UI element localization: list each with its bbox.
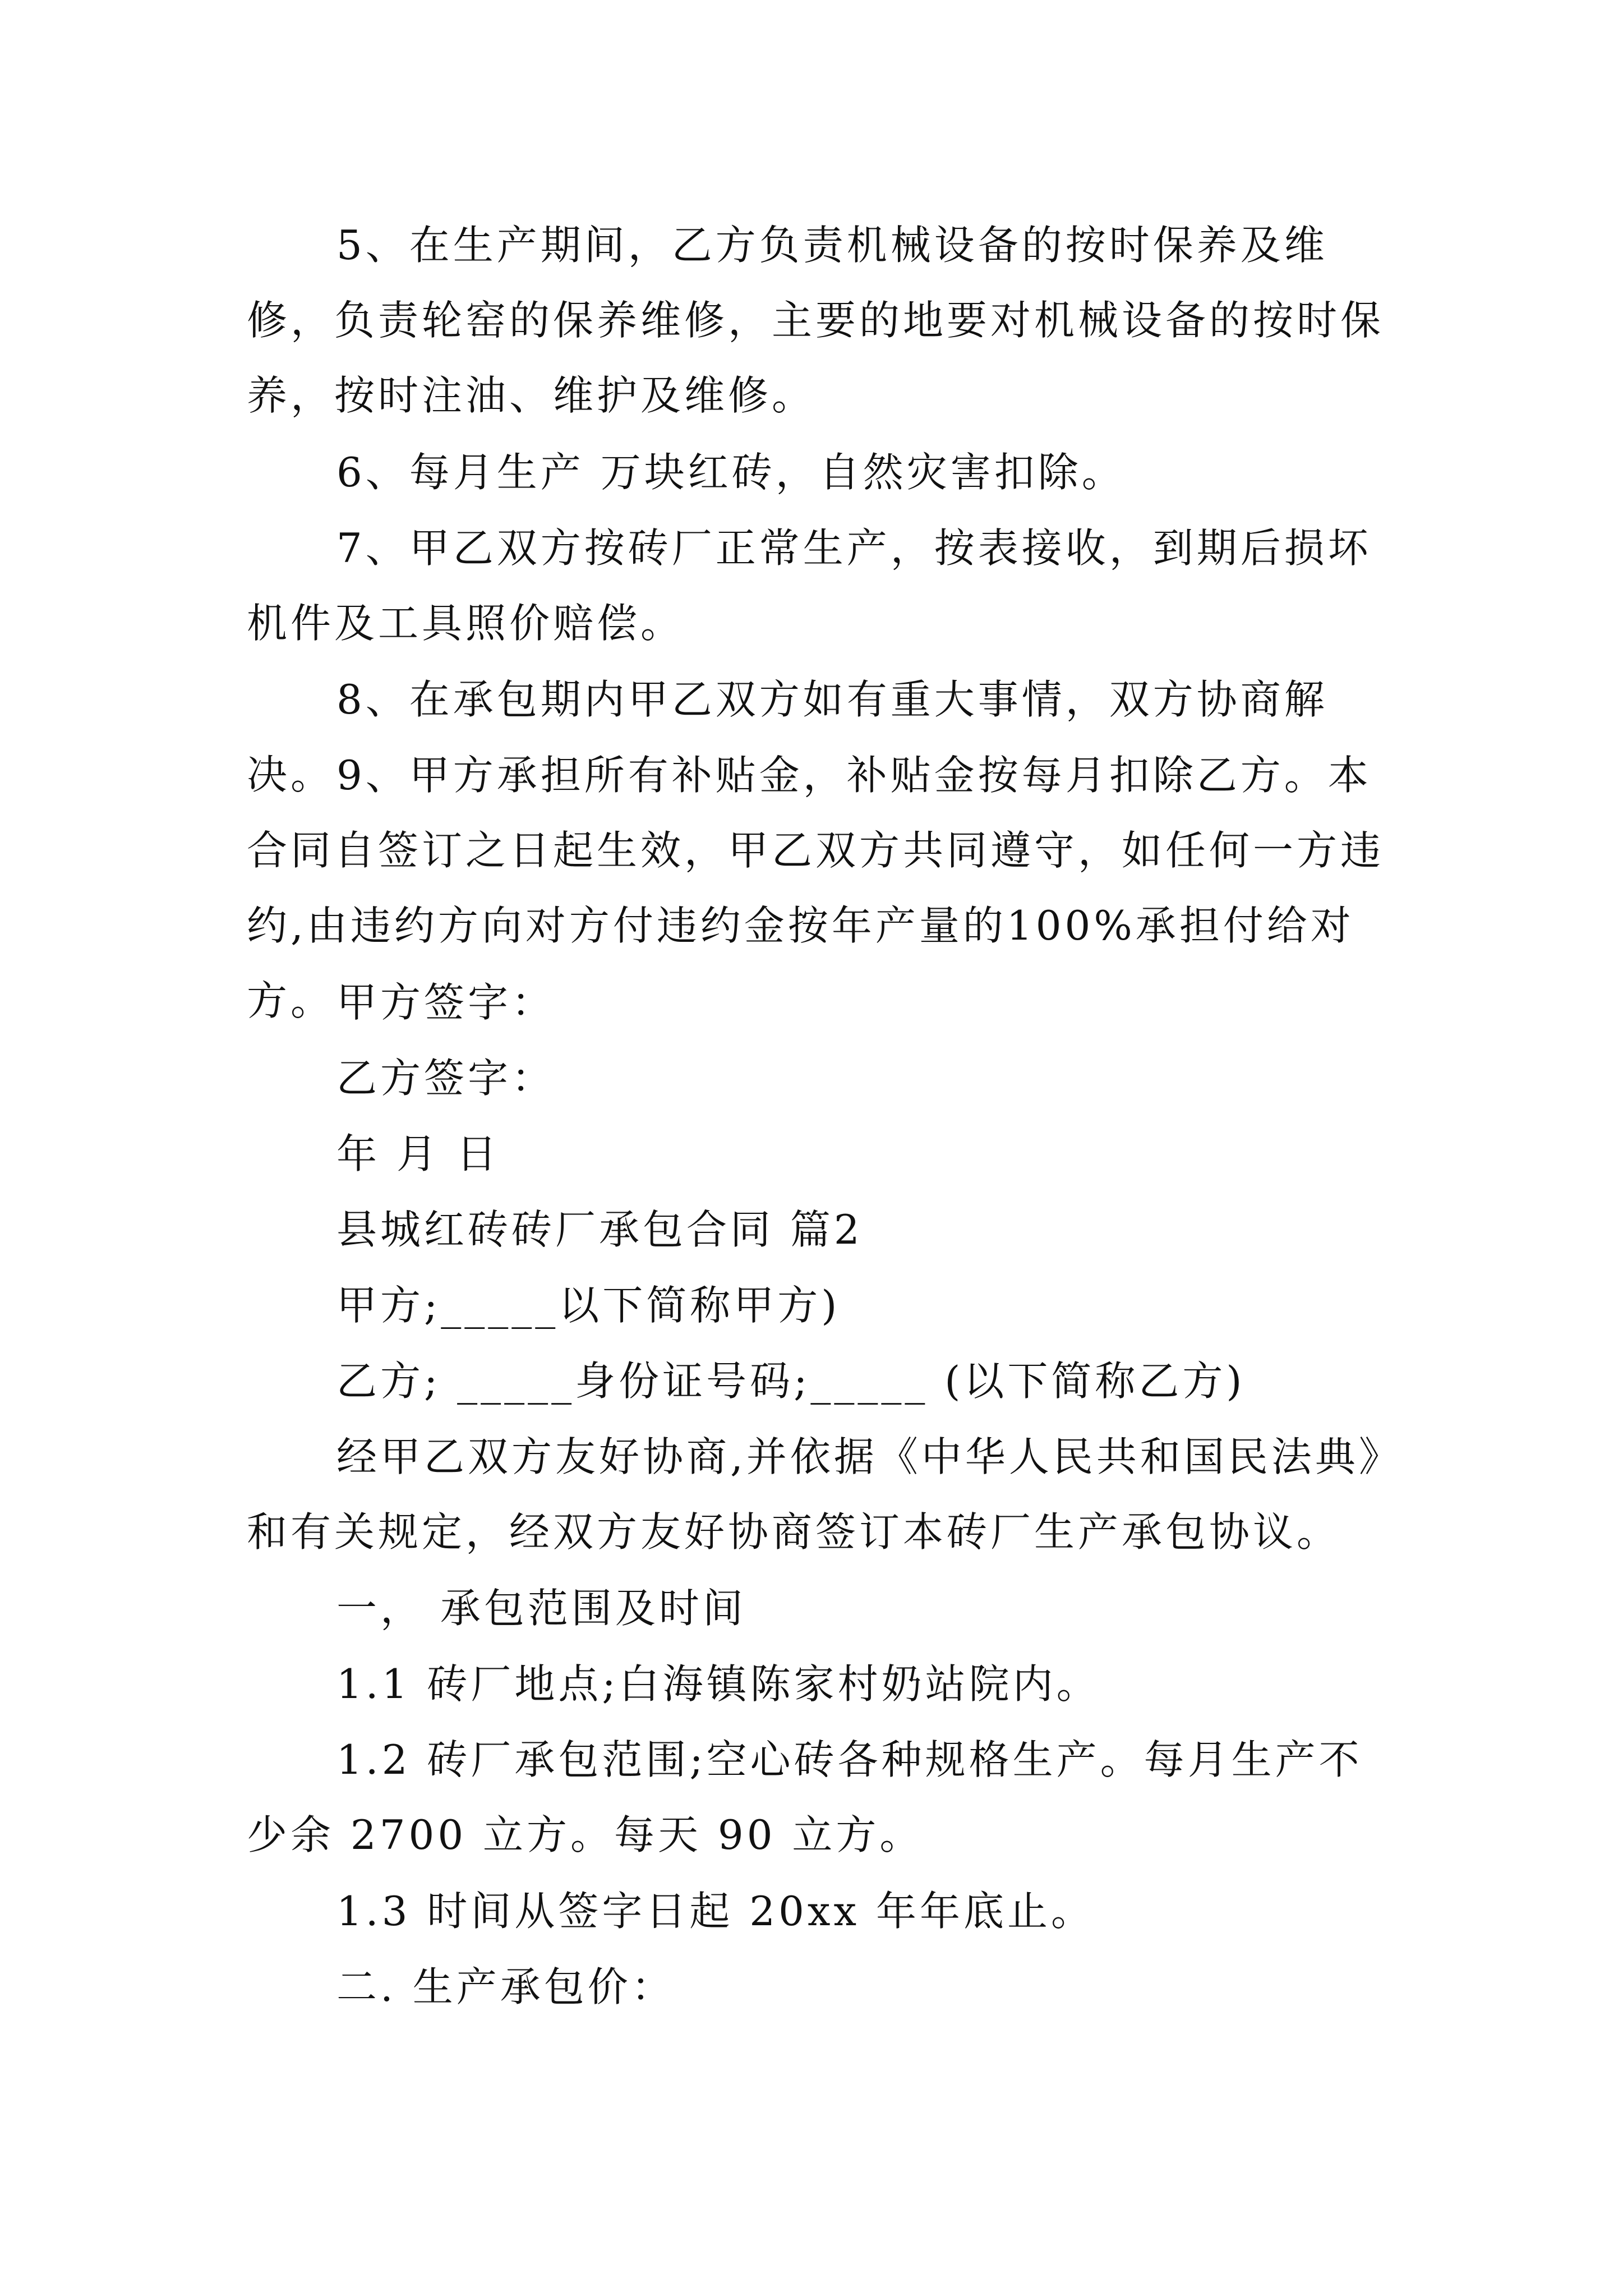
party-a-line: 甲方;_____以下简称甲方)	[336, 1282, 841, 1329]
party-b-line: 乙方; _____身份证号码;_____ (以下简称乙方)	[336, 1358, 1246, 1405]
clause-1-3-time: 1.3 时间从签字日起 20xx 年年底止。	[336, 1888, 1095, 1935]
party-b-signature-line: 乙方签字：	[336, 1055, 556, 1102]
section-heading-contract-price: 二. 生产承包价：	[336, 1963, 675, 2010]
party-a-signature-line: 甲方签字：	[336, 979, 556, 1026]
paragraph-handover-clause: 7、甲乙双方按砖厂正常生产，按表接收，到期后损坏机件及工具照价赔偿。	[247, 524, 1372, 647]
paragraph-maintenance-clause: 5、在生产期间，乙方负责机械设备的按时保养及维修，负责轮窑的保养维修，主要的地要对机械设备的按时保养，按时注油、维护及维修。	[247, 222, 1385, 419]
paragraph-monthly-output-clause: 6、每月生产 万块红砖，自然灾害扣除。	[336, 449, 1126, 496]
date-line: 年 月 日	[336, 1130, 500, 1177]
preamble-paragraph: 经甲乙双方友好协商,并依据《中华人民共和国民法典》和有关规定，经双方友好协商签订本砖厂生产承包协议。	[247, 1433, 1382, 1556]
clause-1-1-location: 1.1 砖厂地点;白海镇陈家村奶站院内。	[336, 1660, 1100, 1708]
section-heading-scope-time: 一， 承包范围及时间	[336, 1585, 746, 1632]
clause-1-2-scope: 1.2 砖厂承包范围;空心砖各种规格生产。每月生产不少余 2700 立方。每天 90 立方。	[247, 1736, 1363, 1858]
paragraph-subsidy-penalty-clause: 9、甲方承担所有补贴金，补贴金按每月扣除乙方。本合同自签订之日起生效，甲乙双方共同遵守，如任何一方违约,由违约方向对方付违约金按年产量的100%承担付给对方。	[247, 752, 1385, 1024]
paragraph-major-matters-clause: 8、在承包期内甲乙双方如有重大事情，双方协商解决。	[247, 676, 1328, 798]
contract-title-part-2: 县城红砖砖厂承包合同 篇2	[336, 1206, 863, 1253]
